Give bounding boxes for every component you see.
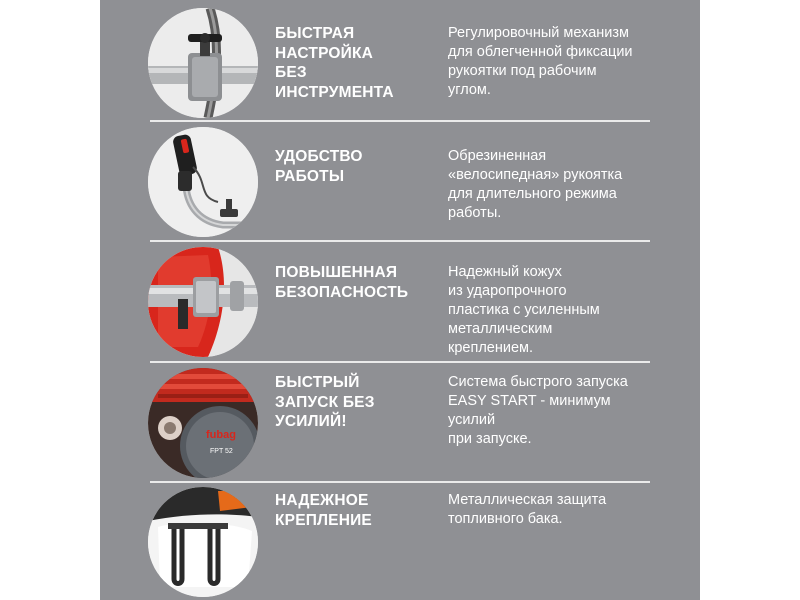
guard-cover-icon [148, 247, 258, 357]
engine-starter-icon [148, 368, 258, 478]
fuel-tank-bracket-icon [148, 487, 258, 597]
divider [150, 481, 650, 483]
brand-logo: fubag [206, 429, 236, 441]
feature-title-4: БЫСТРЫЙ ЗАПУСК БЕЗ УСИЛИЙ! [275, 374, 375, 430]
feature-title-2: УДОБСТВО РАБОТЫ [275, 148, 363, 185]
feature-title-1: БЫСТРАЯ НАСТРОЙКА БЕЗ ИНСТРУМЕНТА [275, 25, 394, 101]
feature-description-1: Регулировочный механизм для облегченной фиксации рукоятки под рабочим углом. [448, 25, 633, 98]
bike-handle-grip-icon [148, 127, 258, 237]
divider [150, 120, 650, 122]
divider [150, 240, 650, 242]
divider [150, 361, 650, 363]
handle-adjust-knob-icon [148, 8, 258, 118]
feature-description-4: Система быстрого запуска EASY START - минимум усилий при запуске. [448, 374, 628, 447]
feature-panel [100, 0, 700, 600]
feature-description-3: Надежный кожух из ударопрочного пластика с усиленным металлическим креплением. [448, 264, 600, 356]
feature-description-5: Металлическая защита топливного бака. [448, 492, 607, 527]
feature-title-5: НАДЕЖНОЕ КРЕПЛЕНИЕ [275, 492, 372, 529]
feature-title-3: ПОВЫШЕННАЯ БЕЗОПАСНОСТЬ [275, 264, 409, 301]
model-label: FPT 52 [210, 448, 233, 455]
feature-description-2: Обрезиненная «велосипедная» рукоятка для длительного режима работы. [448, 148, 623, 221]
